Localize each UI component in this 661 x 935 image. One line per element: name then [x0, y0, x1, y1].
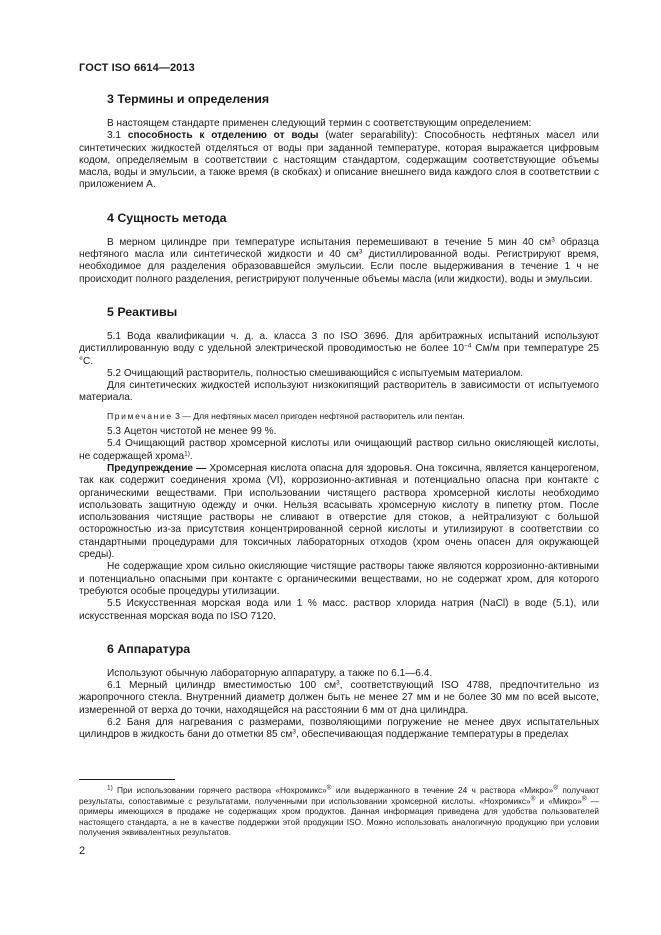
- definition-body: (water separability): Способность нефтяных масел или синтетических жидкостей отделяться от воды при заданной температуре, которая выражается цифровым кодом, определяемым в соответствии с настоящим стандартом, содержащим соответствующие объемы масла, воды и эмульсии, а также время (в скобках) и описание внешнего вида каждого слоя в соответствии с приложением А.: [79, 130, 599, 191]
- item-5-3: 5.3 Ацетон чистотой не менее 99 %.: [107, 426, 277, 438]
- superscript: 3: [358, 248, 363, 256]
- note-3: [79, 410, 599, 422]
- note-label: Примечание: [107, 410, 173, 421]
- footnote-part: и «Микро»: [535, 795, 582, 806]
- item-5-2-extra: Для синтетических жидкостей используют низкокипящий растворитель в зависимости от испытуемого материала.: [79, 380, 599, 404]
- page-number: 2: [79, 845, 86, 857]
- item-6-2-text-end: , обеспечивающая поддержание температуры в пределах: [295, 729, 569, 741]
- registered-mark: ®: [553, 784, 559, 792]
- item-5-1-text: 5.1 Вода квалификации ч. д. а. класса 3 по ISO 3696. Для арбитражных испытаний используют дистиллированную воду с удельной электрической проводимостью не более 10: [79, 330, 599, 355]
- footnote-part: получают результаты, сопоставимые с результатами, полученными при использовании хромсерной кислоты. «Нохромикс»: [79, 785, 600, 806]
- section-6-intro: Используют обычную лабораторную аппаратуру, а также по 6.1—6.4.: [107, 667, 433, 679]
- section-4-title: 4 Сущность метода: [107, 210, 227, 225]
- registered-mark: ®: [326, 784, 332, 792]
- item-5-4-text: 5.4 Очищающий раствор хромсерной кислоты или очищающий раствор сильно окисляющей кислоты, не содержащей хрома: [79, 438, 599, 462]
- method-text-2: образца нефтяного масла или синтетической жидкости и 40 см: [79, 236, 600, 261]
- superscript: 3: [551, 236, 555, 244]
- warning-label: Предупреждение —: [107, 462, 207, 474]
- chrome-free-paragraph: Не содержащие хром сильно окисляющие чистящие растворы также являются коррозионно-активными и потенциально опасными при контакте с органическими веществами, но не содержат хром, для которого требуются особые процедуры утилизации.: [79, 561, 599, 597]
- method-text-3: дистиллированной воды. Регистрируют время, необходимое для разделения образовавшейся эмульсии. Если после выдерживания в течение 1 ч не происходит полного разделения, регистрируют полученные объемы масла (или жидкости), воды и эмульсии.: [79, 249, 599, 285]
- standard-header: ГОСТ ISO 6614—2013: [79, 62, 195, 74]
- section-4-text: [79, 237, 599, 286]
- item-5-5: 5.5 Искусственная морская вода или 1 % масс. раствор хлорида натрия (NaCl) в воде (5.1), или искусственная морская вода по ISO 7120.: [79, 598, 599, 622]
- section-6-title: 6 Аппаратура: [107, 641, 191, 656]
- item-5-1-text-end: См/м при температуре 25 °С.: [79, 343, 599, 367]
- superscript: 3: [292, 728, 296, 736]
- superscript: −4: [463, 342, 472, 350]
- warning-text: Хромсерная кислота опасна для здоровья. Она токсична, является канцерогеном, так как содержит соединения хрома (VI), коррозионно-активная и потенциально опасна при контакте с органическими веществами. При использовании чистящего раствора хромсерной кислоты необходимо использовать защитную одежду и очки. Нельзя всасывать хромсерную кислоту в пипетку ртом. После использования чистящие растворы не сливают в отверстие для стоков, а нейтрализуют с большой осторожностью из-за присутствия концентрированной серной кислоты и утилизируют в соответствии со стандартными процедурами для токсичных лабораторных отходов (хром очень опасен для окружающей среды).: [79, 462, 599, 561]
- footnote-part: — примеры имеющихся в продаже не содержащих хром продуктов. Данная информация приведена для удобства пользователей настоящего стандарта, а не в качестве поддержки этой продукции ISO. Можно использовать аналогичную продукцию при условии получения эквивалентных результатов.: [79, 795, 599, 838]
- item-6-2: [79, 717, 599, 742]
- definition-term: способность к отделению от воды: [127, 130, 319, 142]
- section-3-title: 3 Термины и определения: [107, 92, 270, 106]
- footnote-mark: 1): [107, 784, 113, 792]
- definition-number: 3.1: [107, 130, 128, 142]
- section-3-intro: В настоящем стандарте применен следующий термин с соответствующим определением:: [107, 118, 532, 129]
- warning-paragraph: [79, 463, 599, 561]
- section-5-title: 5 Реактивы: [107, 304, 178, 319]
- item-5-4: [79, 438, 599, 463]
- section-apparatus: [79, 642, 599, 742]
- item-5-2: 5.2 Очищающий растворитель, полностью смешивающийся с испытуемым материалом.: [107, 367, 524, 379]
- footnote-divider: [79, 779, 175, 780]
- section-reagents: [79, 305, 599, 623]
- item-5-1: [79, 331, 599, 368]
- footnote-ref: 1): [184, 450, 190, 458]
- registered-mark: ®: [530, 795, 536, 803]
- registered-mark: ®: [581, 795, 587, 803]
- note-text: 3 — Для нефтяных масел пригоден нефтяной растворитель или пентан.: [172, 410, 465, 421]
- footnote: [79, 785, 599, 838]
- footnote-part: или выдержанного в течение 24 ч раствора «Микро»: [331, 785, 554, 795]
- superscript: 3: [336, 679, 340, 687]
- document-body: [79, 92, 599, 742]
- item-6-1-text-end: , соответствующий ISO 4788, предпочтительно из жаропрочного стекла. Внутренний диаметр должен быть не менее 27 мм и не более 30 мм по всей высоте, измеренной от верха до точки, находящейся на расстоянии 6 мм от дна цилиндра.: [79, 680, 599, 716]
- method-text-1: В мерном цилиндре при температуре испытания перемешивают в течение 5 мин 40 см: [107, 236, 552, 248]
- definition-3-1: [79, 130, 599, 191]
- item-6-1: [79, 680, 599, 717]
- section-method: [79, 211, 599, 286]
- footnote-text: [79, 785, 599, 838]
- item-6-2-text: 6.2 Баня для нагревания с размерами, позволяющими погружение не менее двух испытательных цилиндров в жидкость бани до отметки 85 см: [79, 716, 599, 741]
- section-terms: [79, 92, 599, 192]
- item-5-4-end: .: [189, 450, 193, 462]
- item-6-1-text: 6.1 Мерный цилиндр вместимостью 100 см: [107, 680, 337, 692]
- footnote-part: При использовании горячего раствора «Нохромикс»: [112, 785, 327, 795]
